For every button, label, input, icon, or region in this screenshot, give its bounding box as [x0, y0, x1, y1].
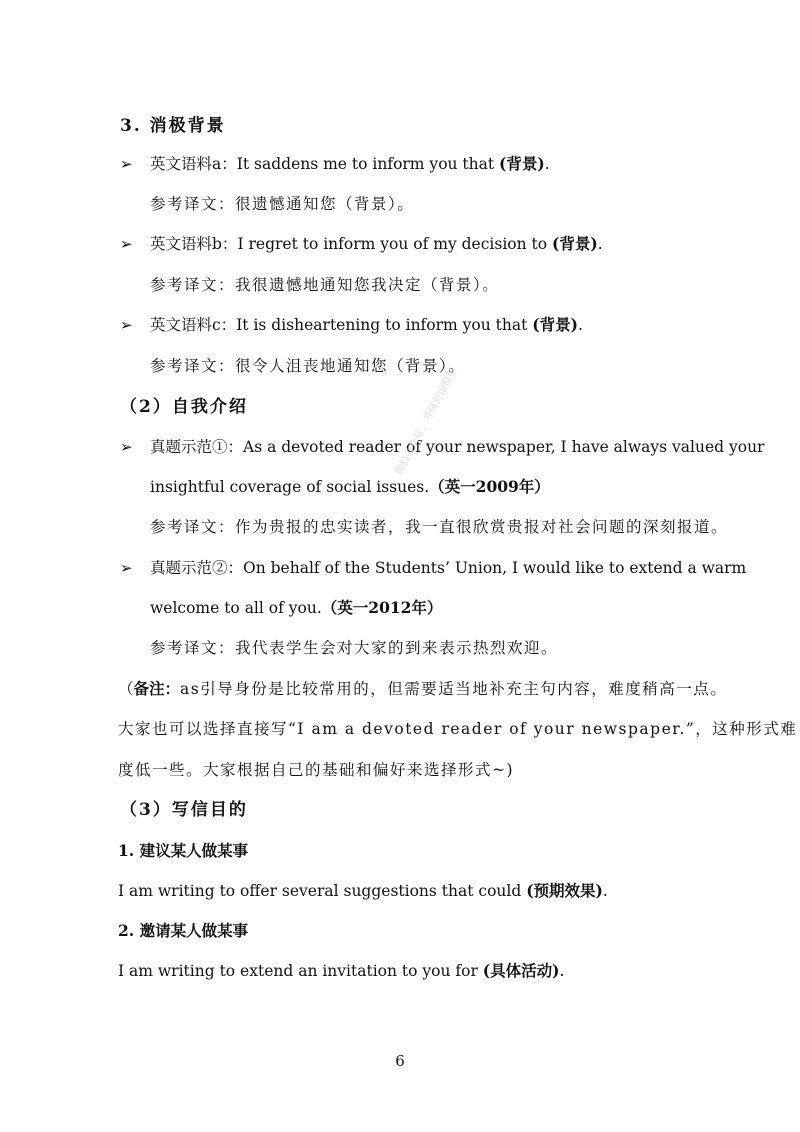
purpose-end: . [602, 882, 608, 900]
exam-example-1-line1 [150, 436, 764, 458]
corpus-label: 英文语料a： [150, 155, 237, 173]
corpus-text: It is disheartening to inform you that [236, 316, 533, 334]
note-text: as引导身份是比较常用的，但需要适当地补充主句内容，难度稍高一点。 [180, 680, 728, 698]
purpose-end: . [559, 962, 565, 980]
watermark: 微信公众号：考研英语资料 [393, 365, 460, 478]
reference-translation-b: 参考译文：我很遗憾地通知您我决定（背景）。 [150, 276, 500, 294]
example-source: （英一2009年） [429, 477, 550, 496]
exam-example-1-line2 [150, 476, 550, 498]
note-line-2: 大家也可以选择直接写“I am a devoted reader of your newspaper.”，这种形式难 [118, 720, 798, 738]
corpus-end: . [577, 316, 583, 334]
corpus-placeholder: (背景) [552, 234, 598, 253]
note-line-3: 度低一些。大家根据自己的基础和偏好来选择形式~) [118, 761, 515, 779]
corpus-text: I regret to inform you of my decision to [237, 235, 553, 253]
example-text: welcome to all of you. [150, 599, 322, 617]
purpose-item-2-text [118, 960, 564, 982]
corpus-placeholder: (背景) [499, 154, 545, 173]
corpus-end: . [544, 155, 550, 173]
bullet-arrow-icon: ➢ [120, 559, 133, 577]
note-label: 备注： [133, 679, 181, 698]
reference-translation-example-2: 参考译文：我代表学生会对大家的到来表示热烈欢迎。 [150, 639, 559, 657]
bullet-arrow-icon: ➢ [120, 316, 133, 334]
corpus-label: 英文语料b： [150, 235, 238, 253]
example-label: 真题示范①： [150, 438, 244, 456]
exam-example-2-line2 [150, 597, 442, 619]
corpus-end: . [597, 235, 603, 253]
note-open-paren: （ [118, 680, 134, 698]
example-text: As a devoted reader of your newspaper, I have always valued your [243, 438, 765, 456]
example-source: （英一2012年） [321, 598, 443, 617]
page-number: 6 [395, 1052, 405, 1070]
purpose-text: I am writing to offer several suggestions that could [118, 882, 527, 900]
purpose-item-1-text [118, 880, 608, 902]
section-title-negative-background: 3. 消极背景 [120, 116, 226, 136]
corpus-item-c [150, 314, 583, 336]
purpose-item-2-title: 2. 邀请某人做某事 [118, 921, 249, 940]
reference-translation-example-1: 参考译文：作为贵报的忠实读者，我一直很欣赏贵报对社会问题的深刻报道。 [150, 518, 729, 536]
purpose-item-1-title: 1. 建议某人做某事 [118, 841, 249, 860]
example-text: On behalf of the Students’ Union, I would like to extend a warm [243, 559, 747, 577]
example-label: 真题示范②： [150, 559, 244, 577]
purpose-placeholder: (预期效果) [526, 881, 603, 900]
reference-translation-a: 参考译文：很遗憾通知您（背景）。 [150, 195, 415, 213]
bullet-arrow-icon: ➢ [120, 155, 133, 173]
bullet-arrow-icon: ➢ [120, 438, 133, 456]
corpus-item-b [150, 233, 603, 255]
corpus-placeholder: (背景) [532, 315, 578, 334]
purpose-placeholder: (具体活动) [482, 961, 560, 980]
corpus-label: 英文语料c： [150, 316, 237, 334]
section-title-writing-purpose: （3）写信目的 [120, 800, 248, 820]
section-title-self-introduction: （2）自我介绍 [120, 397, 248, 417]
corpus-text: It saddens me to inform you that [236, 155, 500, 173]
reference-translation-c: 参考译文：很令人沮丧地通知您（背景）。 [150, 357, 466, 375]
note-line-1 [118, 678, 727, 700]
bullet-arrow-icon: ➢ [120, 235, 133, 253]
example-text: insightful coverage of social issues. [150, 478, 430, 496]
purpose-text: I am writing to extend an invitation to you for [118, 962, 483, 980]
corpus-item-a [150, 153, 550, 175]
exam-example-2-line1 [150, 557, 746, 579]
